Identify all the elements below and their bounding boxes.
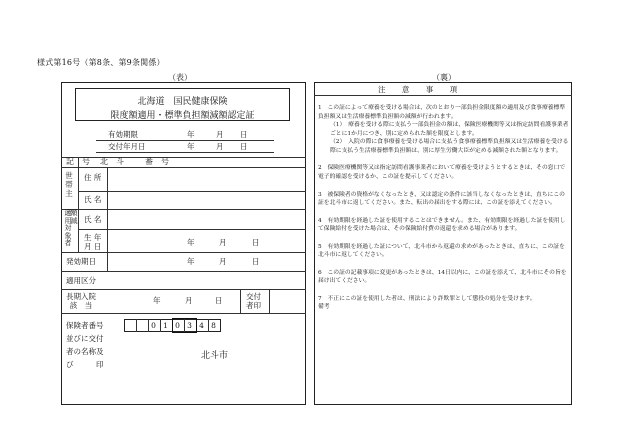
insurer-label-line4: び 印 xyxy=(66,360,104,369)
symbol-label: 記 号 xyxy=(66,157,90,166)
issuer-seal-label: 交付 者印 xyxy=(246,292,261,310)
insurer-name: 北斗市 xyxy=(201,351,229,361)
issue-day: 日 xyxy=(240,142,248,151)
dob-day: 日 xyxy=(252,238,260,247)
notes-heading xyxy=(378,84,471,95)
grid-line xyxy=(61,157,306,158)
issue-month: 月 xyxy=(216,142,224,151)
insurer-digit: 0 xyxy=(175,321,180,330)
long-stay-year: 年 xyxy=(153,296,161,305)
symbol-value: 北 斗 xyxy=(100,157,124,166)
grid-line xyxy=(61,271,306,272)
effective-year: 年 xyxy=(187,257,195,266)
note-item-1-1: （1） 療養を受ける際に支払う一部負担金の額は、保険医療機関等又は指定訪問看護事業者ごとに1か月につき、別に定められた額を限度とします。 xyxy=(330,122,569,137)
householder-name-label: 氏 名 xyxy=(84,195,102,204)
insurer-digit: 4 xyxy=(199,321,204,330)
insurer-digit: 3 xyxy=(187,321,192,330)
note-item-6: 6 この証の記載事項に変更があったときは、14日以内に、この証を添えて、北斗市にその旨を届け出てください。 xyxy=(318,269,567,285)
grid-line xyxy=(269,289,270,313)
remarks-label: 備考 xyxy=(318,304,330,311)
insurer-digit: 1 xyxy=(163,321,168,330)
subject-label-right: 適 用 対 象 者 xyxy=(64,209,72,248)
householder-label: 世 帯 主 xyxy=(65,171,73,199)
notes-list xyxy=(318,104,570,312)
note-item-1-2: （2） 入院の際に食事療養を受ける場合に支払う食事療養標準負担額又は生活療養を受ける際に支払う生活療養標準負担額は、別に厚生労働大臣が定める減額された額となります。 xyxy=(330,139,569,154)
insurer-digit: 0 xyxy=(151,321,156,330)
effective-date-label: 発効期日 xyxy=(66,257,96,266)
number-label: 番 号 xyxy=(145,157,169,166)
note-item-2: 2 保険医療機関等又は指定訪問看護事業者において療養を受けようとするときは、その窓口で電子的確認を受けるか、この証を提示してください。 xyxy=(318,165,566,181)
dob-year: 年 xyxy=(187,238,195,247)
householder-address-label: 住 所 xyxy=(84,173,102,182)
grid-line xyxy=(61,313,306,314)
note-item-1: 1 この証によって療養を受ける場合は、次のとおり一部負担金限度額の適用及び食事療養標準負担額又は生活療養標準負担額の減額が行われます。 xyxy=(318,105,566,120)
validity-day: 日 xyxy=(240,130,248,139)
note-item-5: 5 有効期限を経過した証について、北斗市から返還の求めがあったときは、直ちに、この証を北斗市に返してください。 xyxy=(318,243,565,259)
grid-line xyxy=(61,167,306,168)
application-category-label: 適用区分 xyxy=(66,276,96,285)
grid-line xyxy=(61,252,306,253)
grid-line xyxy=(61,209,306,210)
long-stay-label: 長期入院 該 当 xyxy=(66,292,96,310)
notes-heading-char: 事 xyxy=(425,85,434,94)
validity-year: 年 xyxy=(187,130,195,139)
grid-line xyxy=(78,191,306,192)
insurer-digit xyxy=(124,320,135,331)
note-item-4: 4 有効期限を経過した証を使用することはできません。また、有効期限を経過した証を使用して保険給付を受けた場合は、その保険給付費の返還を求める場合があります。 xyxy=(318,217,566,233)
back-side-title: （裏） xyxy=(432,73,456,82)
subject-name-label: 氏 名 xyxy=(84,215,102,224)
insurer-label-line2: 並びに交付 xyxy=(66,334,104,343)
long-stay-month: 月 xyxy=(185,296,193,305)
dob-month: 月 xyxy=(219,238,227,247)
certificate-title-line1: 北海道 国民健康保険 xyxy=(137,97,228,107)
insurer-label-line3: 者の名称及 xyxy=(66,347,104,356)
notes-heading-divider xyxy=(314,95,572,96)
note-item-3: 3 被保険者の資格がなくなったとき、又は認定の条件に該当しなくなったときは、直ちにこの証を北斗市に返してください。また、転出の届出をする際には、この証を添えてください。 xyxy=(318,191,565,207)
issue-year: 年 xyxy=(187,142,195,151)
insurer-digit: 8 xyxy=(211,321,216,330)
effective-month: 月 xyxy=(219,257,227,266)
form-number-label: 様式第16号（第8条、第9条関係） xyxy=(37,58,165,67)
insurer-label-line1: 保険者番号 xyxy=(66,321,104,330)
issue-underline xyxy=(96,152,274,153)
grid-line xyxy=(78,229,306,230)
long-stay-day: 日 xyxy=(215,296,223,305)
validity-underline xyxy=(96,140,274,141)
certificate-title-line2: 限度額適用・標準負担額減額認定証 xyxy=(110,111,255,121)
insurer-digit xyxy=(136,320,147,331)
effective-day: 日 xyxy=(252,257,260,266)
front-side-title: （表） xyxy=(168,73,192,82)
certificate-title-box xyxy=(75,88,290,121)
issue-date-label: 交付年月日 xyxy=(108,142,146,151)
notes-heading-char: 意 xyxy=(401,85,410,94)
subject-label-left: 額 減 xyxy=(70,209,78,225)
validity-label: 有効期限 xyxy=(108,130,138,139)
validity-month: 月 xyxy=(216,130,224,139)
notes-heading-char: 項 xyxy=(449,85,458,94)
notes-heading-char: 注 xyxy=(378,85,386,94)
grid-line xyxy=(240,289,241,313)
note-item-7: 7 不正にこの証を使用した者は、刑法により詐欺罪として懲役の処分を受けます。 xyxy=(318,295,536,302)
grid-line xyxy=(107,167,108,271)
date-of-birth-label: 生 年 月 日 xyxy=(84,233,102,251)
insurer-number-boxes xyxy=(124,319,221,332)
